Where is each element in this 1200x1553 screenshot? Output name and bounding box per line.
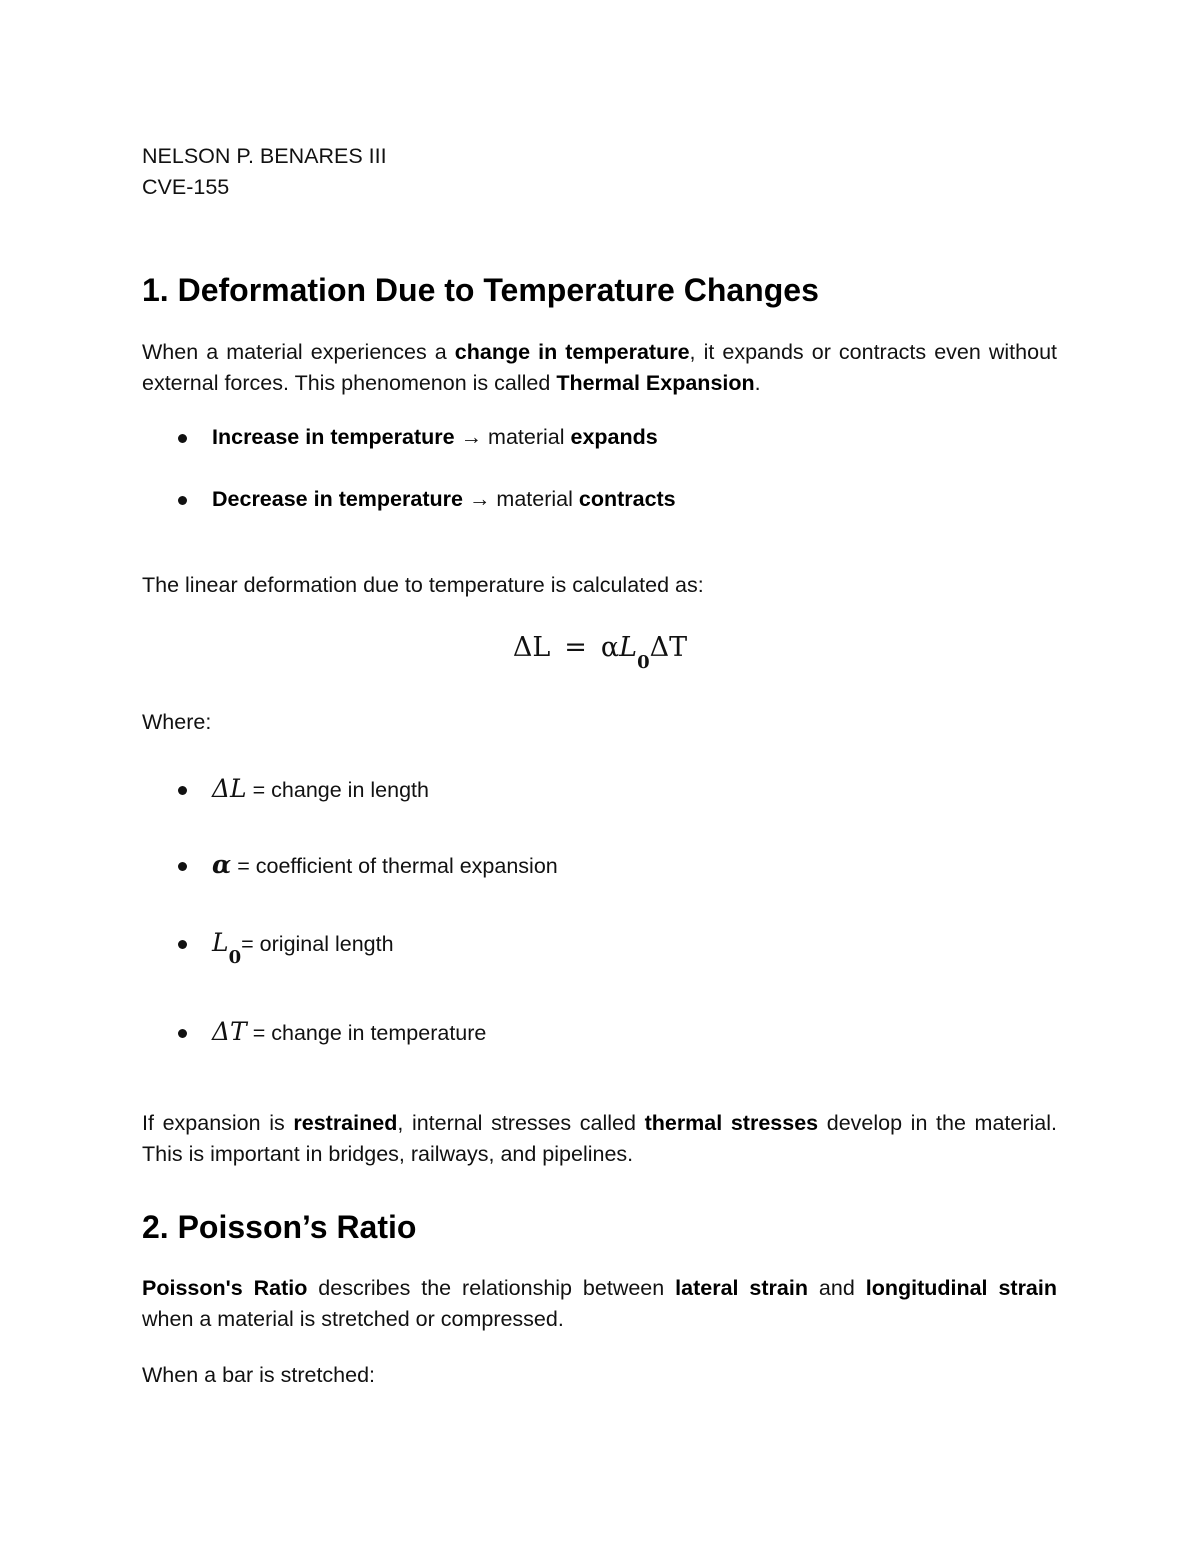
symbol: ΔL [212, 774, 247, 803]
author-name: NELSON P. BENARES III [142, 144, 387, 168]
subscript: 0 [637, 652, 650, 673]
bold-text: contracts [578, 487, 676, 511]
alpha: α [600, 632, 620, 663]
bold-text: expands [570, 425, 658, 449]
variable-item [178, 928, 394, 968]
bullet-icon [178, 862, 187, 871]
formula-lhs: ΔL [512, 632, 551, 663]
variable-item [178, 774, 429, 805]
text: → material [462, 487, 579, 511]
text: , internal stresses called [397, 1111, 645, 1135]
description: = change in length [246, 778, 429, 802]
section-1-heading: 1. Deformation Due to Temperature Changes [142, 272, 819, 308]
bold-text: Thermal Expansion [556, 371, 755, 395]
section-1-intro [142, 337, 1057, 399]
text: → material [454, 425, 571, 449]
text: develop in the material. This is important in bridges, railways, and pipelines. [142, 1111, 1057, 1166]
text: , it expands or contracts even without external forces. This phenomenon is called [142, 340, 1057, 395]
thermal-deformation-formula [0, 632, 1200, 673]
symbol: L [212, 928, 229, 957]
bullet-icon [178, 434, 187, 443]
stretched-text: When a bar is stretched: [142, 1363, 376, 1387]
variable-item [178, 1017, 486, 1048]
subscript: 0 [228, 947, 242, 968]
bold-text: restrained [293, 1111, 398, 1135]
bold-text: Increase in temperature [212, 425, 455, 449]
course-code: CVE-155 [142, 175, 230, 199]
text: . [754, 371, 761, 395]
where-label: Where: [142, 710, 212, 734]
equals: = [564, 632, 587, 663]
length: L [619, 632, 638, 663]
text: If expansion is [142, 1111, 294, 1135]
section-2-intro [142, 1273, 1057, 1335]
text: when a material is stretched or compressed. [142, 1307, 564, 1331]
bullet-icon [178, 1029, 187, 1038]
description: = change in temperature [246, 1021, 487, 1045]
symbol: ΔT [212, 1017, 247, 1046]
bold-text: thermal stresses [644, 1111, 819, 1135]
text: describes the relationship between [307, 1276, 676, 1300]
section-2-heading: 2. Poisson’s Ratio [142, 1209, 417, 1245]
bold-text: Decrease in temperature [212, 487, 463, 511]
bold-text: longitudinal strain [865, 1276, 1058, 1300]
bold-text: change in temperature [454, 340, 690, 364]
bullet-icon [178, 786, 187, 795]
text: When a material experiences a [142, 340, 455, 364]
formula-intro: The linear deformation due to temperature is calculated as: [142, 573, 704, 597]
description: = coefficient of thermal expansion [231, 854, 558, 878]
text: and [807, 1276, 866, 1300]
list-item [178, 484, 676, 514]
bold-text: lateral strain [675, 1276, 808, 1300]
bold-text: Poisson's Ratio [142, 1276, 308, 1300]
symbol: α [212, 850, 232, 879]
author-block [142, 141, 1057, 203]
description: = original length [241, 932, 394, 956]
bullet-icon [178, 940, 187, 949]
variable-item [178, 850, 558, 881]
section-1-closing [142, 1108, 1057, 1170]
list-item [178, 422, 658, 452]
bullet-icon [178, 496, 187, 505]
delta-t: ΔT [649, 632, 688, 663]
